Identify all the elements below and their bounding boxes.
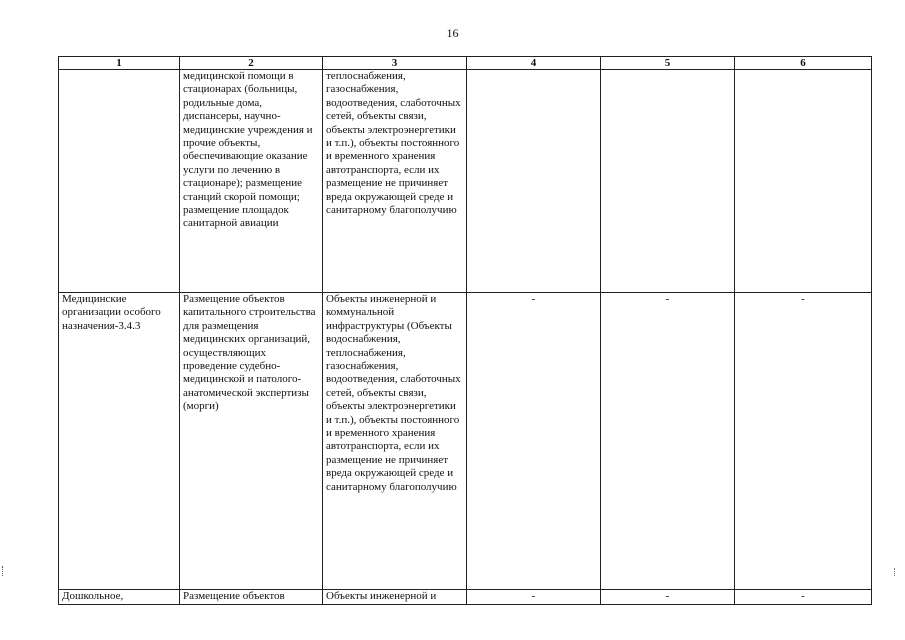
table-cell-col6: - (735, 293, 872, 590)
table-cell-name (59, 70, 180, 293)
table-header (59, 57, 872, 70)
table-cell-col5: - (601, 590, 735, 605)
header-row (59, 57, 872, 70)
table-cell-name: Медицинские организации особого назначения-3.4.3 (59, 293, 180, 590)
table-cell-col4: - (467, 590, 601, 605)
header-cell-5: 5 (601, 57, 735, 70)
header-cell-6: 6 (735, 57, 872, 70)
page-number: 16 (446, 26, 459, 40)
table-cell-col5: - (601, 293, 735, 590)
table-cell-col6 (735, 70, 872, 293)
regulations-table (58, 56, 872, 605)
header-cell-3: 3 (323, 57, 467, 70)
table-row (59, 70, 872, 293)
header-cell-2: 2 (180, 57, 323, 70)
table-cell-auxiliary: Объекты инженерной и коммунальной инфраструктуры (Объекты водоснабжения, теплоснабжения, газоснабжения, водоотведения, слаботочных сетей, объекты связи, объекты электроэнергетики и т.п.), объекты постоянного и временного хранения автотранспорта, если их размещение не причиняет вреда окружающей среде и санитарному благополучию (323, 293, 467, 590)
table-cell-auxiliary: Объекты инженерной и (323, 590, 467, 605)
table-cell-col5 (601, 70, 735, 293)
table-cell-col6: - (735, 590, 872, 605)
table-cell-description: Размещение объектов (180, 590, 323, 605)
header-cell-4: 4 (467, 57, 601, 70)
table-cell-col4: - (467, 293, 601, 590)
table-row (59, 293, 872, 590)
scan-artifact-right (894, 568, 897, 576)
table-row (59, 590, 872, 605)
table-cell-col4 (467, 70, 601, 293)
table-cell-description: медицинской помощи в стационарах (больницы, родильные дома, диспансеры, научно-медицинские учреждения и прочие объекты, обеспечивающие оказание услуги по лечению в стационаре); размещение станций скорой помощи; размещение площадок санитарной авиации (180, 70, 323, 293)
header-cell-1: 1 (59, 57, 180, 70)
table-cell-description: Размещение объектов капитального строительства для размещения медицинских организаций, осуществляющих проведение судебно-медицинской и патолого-анатомической экспертизы (морги) (180, 293, 323, 590)
table-cell-name: Дошкольное, (59, 590, 180, 605)
scan-artifact-left (2, 566, 7, 576)
table-cell-auxiliary: теплоснабжения, газоснабжения, водоотведения, слаботочных сетей, объекты связи, объекты электроэнергетики и т.п.), объекты постоянного и временного хранения автотранспорта, если их размещение не причиняет вреда окружающей среде и санитарному благополучию (323, 70, 467, 293)
